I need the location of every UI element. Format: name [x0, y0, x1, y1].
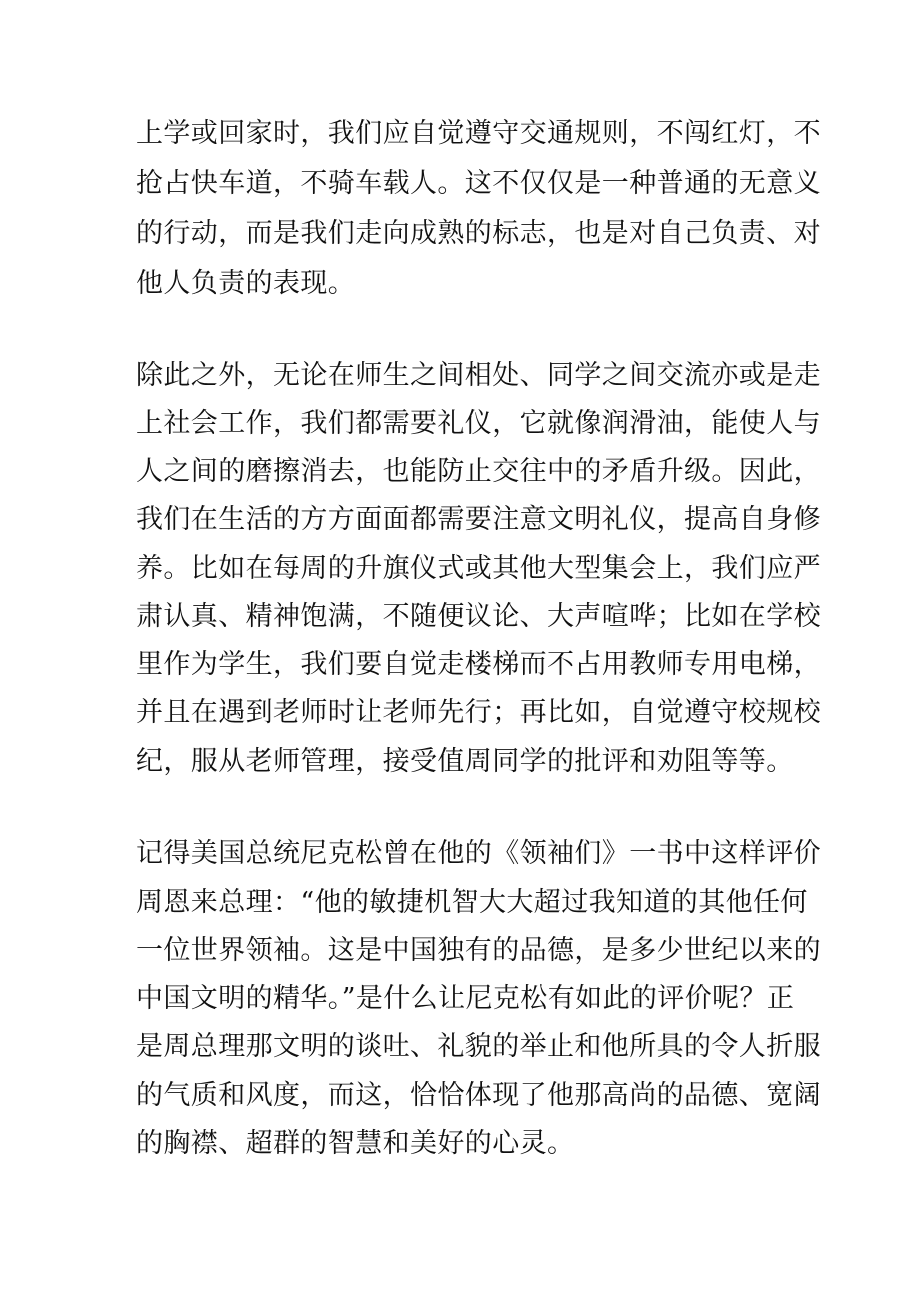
text-line: 肃认真、精神饱满，不随便议论、大声喧哗；比如在学校: [136, 601, 821, 632]
text-line: 养。比如在每周的升旗仪式或其他大型集会上，我们应严: [136, 553, 821, 584]
text-line: 人之间的磨擦消去，也能防止交往中的矛盾升级。因此，: [136, 456, 821, 487]
text-line: 的胸襟、超群的智慧和美好的心灵。: [136, 1128, 575, 1159]
text-line: 一位世界领袖。这是中国独有的品德，是多少世纪以来的: [136, 935, 821, 966]
text-line: 除此之外，无论在师生之间相处、同学之间交流亦或是走: [136, 360, 821, 391]
text-line: 记得美国总统尼克松曾在他的《领袖们》一书中这样评价: [136, 838, 821, 869]
text-line: 上社会工作，我们都需要礼仪，它就像润滑油，能使人与: [136, 408, 821, 439]
text-line: 的行动，而是我们走向成熟的标志，也是对自己负责、对: [136, 218, 821, 249]
text-line: 抢占快车道，不骑车载人。这不仅仅是一种普通的无意义: [136, 168, 821, 199]
text-line: 他人负责的表现。: [136, 268, 356, 299]
text-line: 我们在生活的方方面面都需要注意文明礼仪，提高自身修: [136, 504, 821, 535]
text-line: 周恩来总理：“他的敏捷机智大大超过我知道的其他任何: [136, 887, 808, 918]
text-line: 的气质和风度，而这，恰恰体现了他那高尚的品德、宽阔: [136, 1080, 821, 1111]
text-line: 纪，服从老师管理，接受值周同学的批评和劝阻等等。: [136, 746, 794, 777]
text-line: 上学或回家时，我们应自觉遵守交通规则，不闯红灯，不: [136, 118, 821, 149]
text-line: 里作为学生，我们要自觉走楼梯而不占用教师专用电梯，: [136, 649, 821, 680]
text-line: 并且在遇到老师时让老师先行；再比如，自觉遵守校规校: [136, 697, 821, 728]
text-line: 中国文明的精华。”是什么让尼克松有如此的评价呢？正: [136, 983, 795, 1014]
text-line: 是周总理那文明的谈吐、礼貌的举止和他所具的令人折服: [136, 1031, 821, 1062]
